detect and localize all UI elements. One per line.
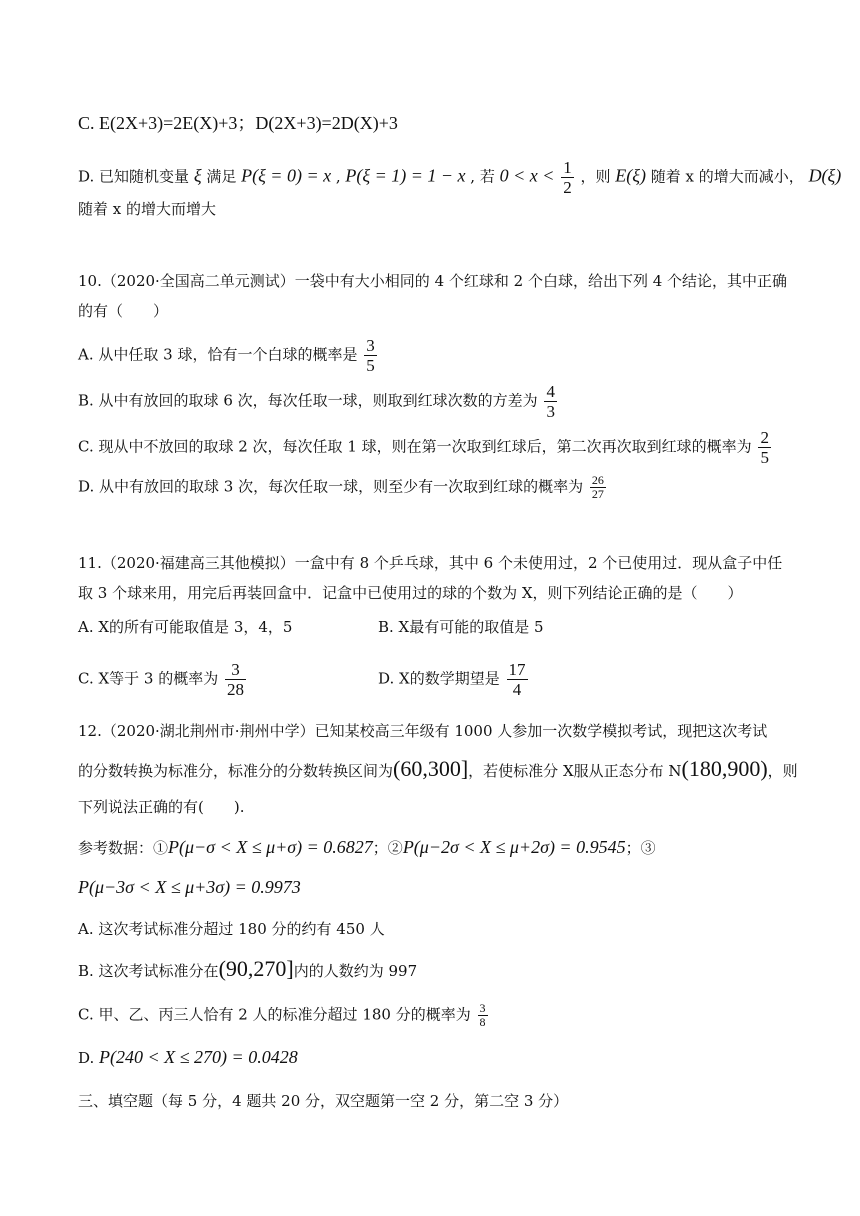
q11-stem-1 <box>78 552 782 574</box>
q12-d-label: D. <box>78 1049 95 1067</box>
q11-a-text: A. X的所有可能取值是 3，4，5 <box>78 618 293 636</box>
q9-option-d-cont <box>78 198 216 220</box>
q12-stem1-text: 12.（2020·湖北荆州市·荆州中学）已知某校高三年级有 1000 人参加一次数学模拟考试，现把这次考试 <box>78 722 768 740</box>
q9-d-half: $\frac{1}{2}$ <box>563 158 572 197</box>
q12-c-frac: $\frac{3}{8}$ <box>479 1001 486 1029</box>
q9-d-exi: E(ξ) <box>615 165 646 186</box>
q9-d-line2: 随着 x 的增大而增大 <box>78 200 216 218</box>
q9-d-dxi: D(ξ) <box>808 165 842 186</box>
q12-ref2-math: P(μ−2σ < X ≤ μ+2σ) = 0.9545 <box>402 837 626 857</box>
q11-d-text: D. X的数学期望是 <box>378 669 500 688</box>
q9-option-c <box>78 112 398 135</box>
q12-ref2: ；② <box>372 839 403 857</box>
q12-a-text: A. 这次考试标准分超过 180 分的约有 450 人 <box>78 920 385 938</box>
q12-stem2-e: ，则 <box>767 762 798 780</box>
q9-option-c-text: C. E(2X+3)=2E(X)+3；D(2X+3)=2D(X)+3 <box>78 113 398 133</box>
q11-stem1-text: 11.（2020·福建高三其他模拟）一盒中有 8 个乒乓球，其中 6 个未使用过，2 个已使用过．现从盒子中任 <box>78 554 783 572</box>
q12-d-math: P(240 < X ≤ 270) = 0.0428 <box>99 1047 298 1067</box>
q12-reference-cont <box>78 876 301 899</box>
q10-stem2-text: 的有（ ） <box>78 302 169 320</box>
q12-stem-1 <box>78 720 767 742</box>
q10-option-b <box>78 382 559 421</box>
q10-a-text: A. 从中任取 3 球，恰有一个白球的概率是 <box>78 345 358 364</box>
q11-c-frac: $\frac{3}{28}$ <box>227 660 245 699</box>
q12-option-d <box>78 1046 298 1069</box>
q12-stem-3 <box>78 796 244 818</box>
q10-option-a <box>78 336 379 375</box>
q9-d-text-e: 随着 x 的增大而减小， <box>650 167 804 186</box>
q12-b-text1: B. 这次考试标准分在 <box>78 962 219 980</box>
q10-stem1-text: 10.（2020·全国高二单元测试）一袋中有大小相同的 4 个红球和 2 个白球，给出下列 4 个结论，其中正确 <box>78 272 788 290</box>
q10-b-text: B. 从中有放回的取球 6 次，每次任取一球，则取到红球次数的方差为 <box>78 391 538 410</box>
q12-ref3: ；③ <box>625 839 656 857</box>
q12-b-text3: 内的人数约为 997 <box>293 962 418 980</box>
q9-option-d: D. 已知随机变量 ξ 满足 P(ξ = 0) = x , P(ξ = 1) = 1 − x , 若 0 < x < $\frac{1}{2}$ ，则 E(ξ) 随着 x 的增大而减小， D(ξ) <box>78 158 842 197</box>
q10-b-frac: $\frac{4}{3}$ <box>546 382 555 421</box>
q12-stem2-a: 的分数转换为标准分，标准分的分数转换区间为 <box>78 762 394 780</box>
q10-d-frac: $\frac{26}{27}$ <box>591 473 604 501</box>
q12-normal-params: (180,900) <box>681 756 768 781</box>
q12-option-b <box>78 958 417 982</box>
q12-ref3-math: P(μ−3σ < X ≤ μ+3σ) = 0.9973 <box>78 877 301 897</box>
q10-stem-2 <box>78 300 168 322</box>
q10-a-frac: $\frac{3}{5}$ <box>366 336 375 375</box>
q11-option-d <box>378 660 530 699</box>
q9-d-text-c: 若 <box>479 167 495 186</box>
q12-interval: (60,300] <box>393 756 469 781</box>
section-3-heading <box>78 1090 568 1112</box>
q10-stem-1 <box>78 270 787 292</box>
q10-d-text: D. 从中有放回的取球 3 次，每次任取一球，则至少有一次取到红球的概率为 <box>78 477 584 496</box>
q12-option-c <box>78 1002 490 1029</box>
q12-reference <box>78 836 656 859</box>
q12-stem-2 <box>78 758 798 782</box>
q10-c-frac: $\frac{2}{5}$ <box>760 428 769 467</box>
q9-d-text-b: 满足 <box>206 167 237 186</box>
q9-d-p1: P(ξ = 1) = 1 − x <box>345 165 466 186</box>
q9-d-xi: ξ <box>193 165 202 186</box>
q11-stem2-text: 取 3 个球来用，用完后再装回盒中．记盒中已使用过的球的个数为 X，则下列结论正确的是（ ） <box>78 584 743 602</box>
q11-option-c <box>78 660 248 699</box>
q11-b-text: B. X最有可能的取值是 5 <box>378 618 544 636</box>
q9-d-text-a: D. 已知随机变量 <box>78 167 190 186</box>
q10-option-c <box>78 428 773 467</box>
q12-c-text: C. 甲、乙、丙三人恰有 2 人的标准分超过 180 分的概率为 <box>78 1005 471 1024</box>
q9-d-p0: P(ξ = 0) = x <box>241 165 332 186</box>
q12-option-a <box>78 918 385 940</box>
q11-stem-2 <box>78 582 743 604</box>
q11-c-text: C. X等于 3 的概率为 <box>78 669 219 688</box>
q11-option-b <box>378 616 544 638</box>
q12-stem3-text: 下列说法正确的有( ). <box>78 798 245 816</box>
q10-c-text: C. 现从中不放回的取球 2 次，每次任取 1 球，则在第一次取到红球后，第二次再次取到红球的概率为 <box>78 437 752 456</box>
q12-stem2-c: ，若使标准分 X服从正态分布 N <box>468 762 682 780</box>
q9-d-text-d: ，则 <box>580 167 611 186</box>
q12-ref1: 参考数据：① <box>78 839 169 857</box>
q9-d-range: 0 < x < <box>499 165 555 186</box>
section-3-text: 三、填空题（每 5 分，4 题共 20 分，双空题第一空 2 分，第二空 3 分） <box>78 1092 569 1110</box>
q11-option-a <box>78 616 292 638</box>
q10-option-d <box>78 474 608 501</box>
q12-b-interval: (90,270] <box>218 956 294 981</box>
q12-ref1-math: P(μ−σ < X ≤ μ+σ) = 0.6827 <box>168 837 373 857</box>
q11-d-frac: $\frac{17}{4}$ <box>508 660 526 699</box>
